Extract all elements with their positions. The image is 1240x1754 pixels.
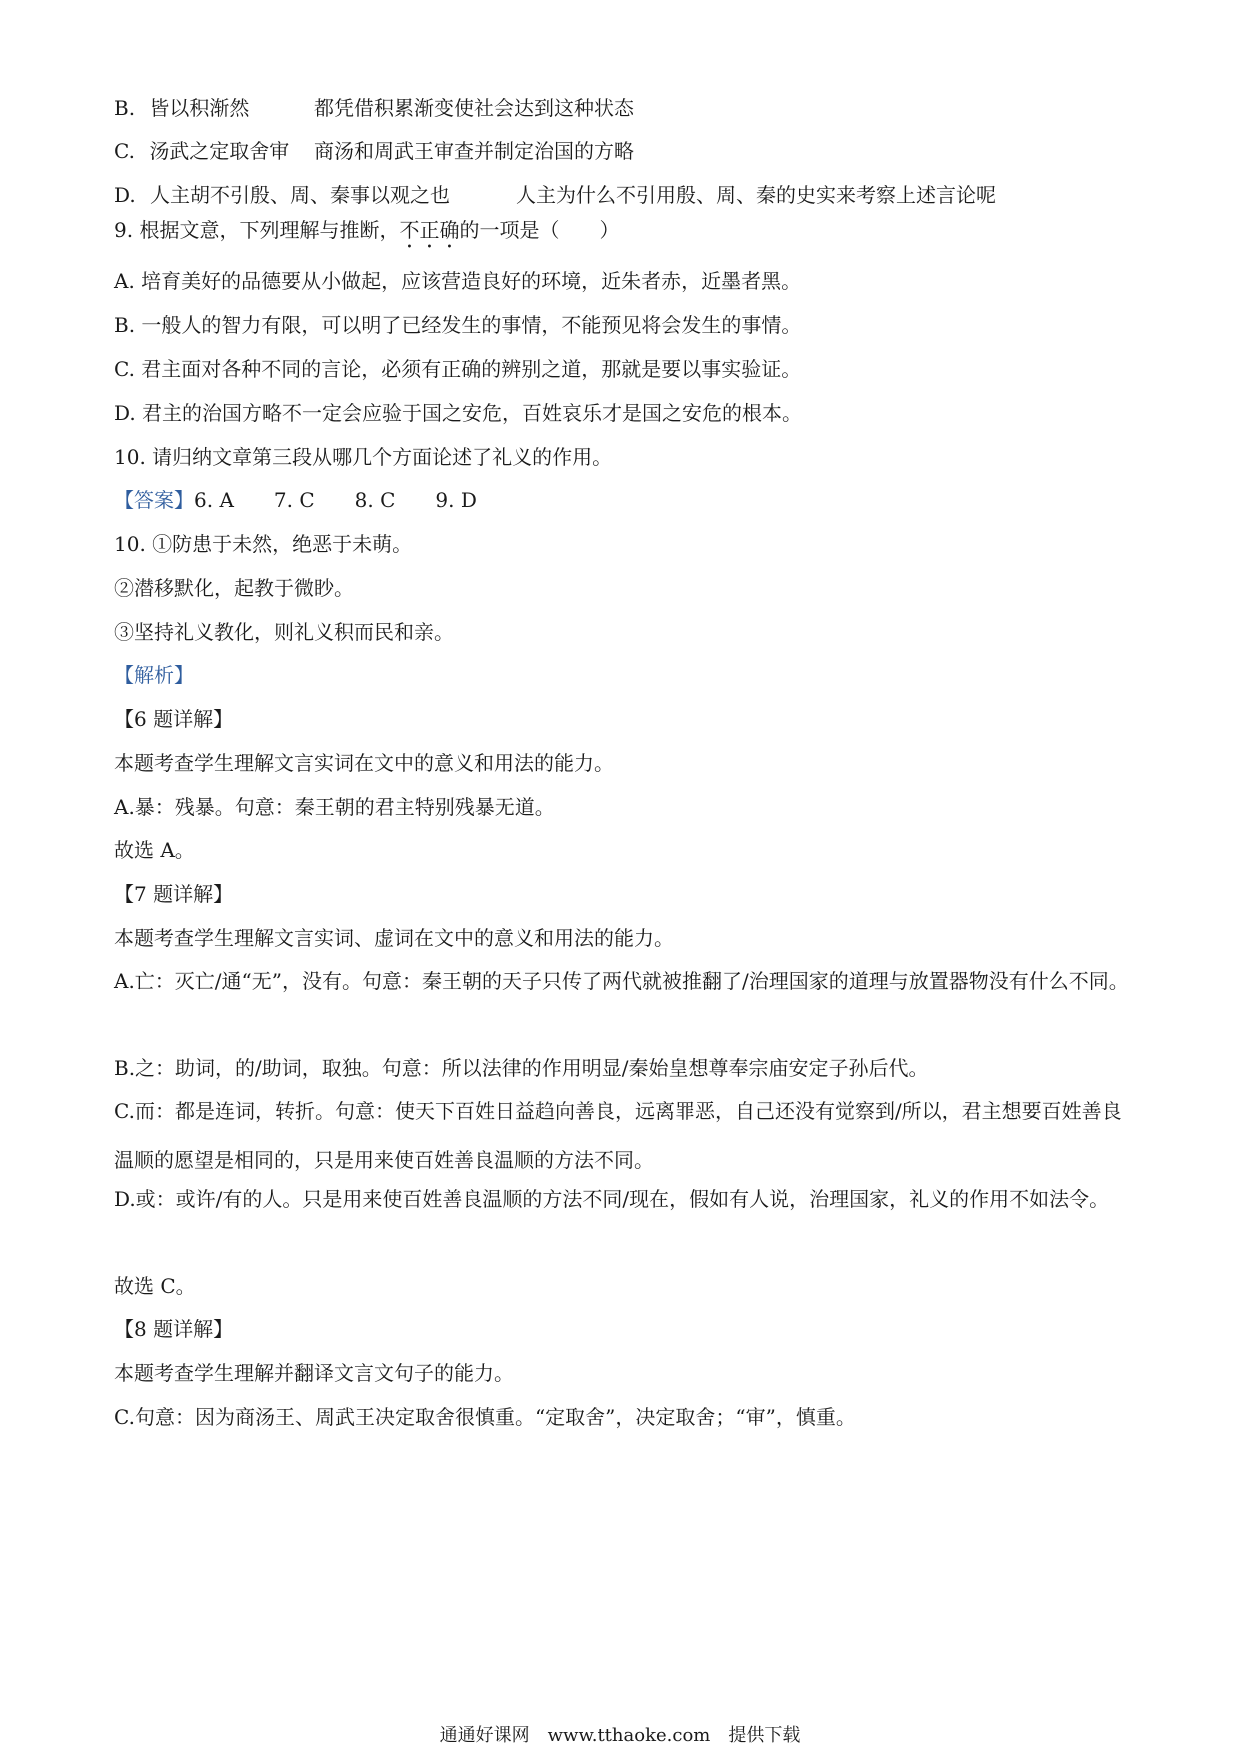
- detail-8-option-c: C.句意：因为商汤王、周武王决定取舍很慎重。“定取舍”，决定取舍；“审”，慎重。: [114, 1405, 856, 1429]
- option-b-translation: 都凭借积累渐变使社会达到这种状态: [314, 96, 634, 120]
- page-footer: 通通好课网 www.tthaoke.com 提供下载: [439, 1725, 801, 1746]
- detail-7-intro: 本题考查学生理解文言实词、虚词在文中的意义和用法的能力。: [114, 926, 674, 950]
- detail-6-heading: 【6 题详解】: [114, 707, 234, 731]
- detail-7-option-d: D.或：或许/有的人。只是用来使百姓善良温顺的方法不同/现在，假如有人说，治理国家，礼义的作用不如法令。: [114, 1187, 1110, 1211]
- detail-7-option-b: B.之：助词，的/助词，取独。句意：所以法律的作用明显/秦始皇想尊奉宗庙安定子孙后代。: [114, 1056, 929, 1080]
- answer-8: 8. C: [354, 488, 396, 512]
- option-d-label: D.: [114, 183, 136, 207]
- question-9-prefix: 9. 根据文意，下列理解与推断，: [114, 218, 400, 242]
- detail-6-intro: 本题考查学生理解文言实词在文中的意义和用法的能力。: [114, 751, 614, 775]
- option-b-row: [114, 93, 1130, 123]
- option-c-row: [114, 136, 1130, 166]
- option-c-phrase: 汤武之定取舍审: [149, 139, 290, 163]
- detail-6-choice: 故选 A。: [114, 838, 195, 862]
- option-d-row: [114, 180, 1130, 210]
- question-9-option-a: A. 培育美好的品德要从小做起，应该营造良好的环境，近朱者赤，近墨者黑。: [114, 269, 802, 293]
- answer-7: 7. C: [273, 488, 315, 512]
- question-9-option-d: D. 君主的治国方略不一定会应验于国之安危，百姓哀乐才是国之安危的根本。: [114, 401, 803, 425]
- analysis-tag: 【解析】: [114, 663, 194, 687]
- question-10: 10. 请归纳文章第三段从哪几个方面论述了礼义的作用。: [114, 445, 613, 469]
- detail-7-heading: 【7 题详解】: [114, 882, 234, 906]
- question-9-emphasis: 不正确: [399, 218, 460, 242]
- detail-7-option-c: C.而：都是连词，转折。句意：使天下百姓日益趋向善良，远离罪恶，自己还没有觉察到/所以，君主想要百姓善良温顺的愿望是相同的，只是用来使百姓善良温顺的方法不同。: [114, 1099, 1122, 1172]
- detail-8-heading: 【8 题详解】: [114, 1317, 234, 1341]
- answer-tag: 【答案】: [114, 488, 194, 512]
- answer-row: [114, 485, 1130, 515]
- option-c-translation: 商汤和周武王审查并制定治国的方略: [314, 139, 634, 163]
- option-d-translation: 人主为什么不引用殷、周、秦的史实来考察上述言论呢: [516, 183, 996, 207]
- answer-9: 9. D: [435, 488, 477, 512]
- detail-7-choice: 故选 C。: [114, 1274, 196, 1298]
- option-b-phrase: 皆以积渐然: [149, 96, 250, 120]
- question-9-option-b: B. 一般人的智力有限，可以明了已经发生的事情，不能预见将会发生的事情。: [114, 313, 802, 337]
- detail-6-option-a: A.暴：残暴。句意：秦王朝的君主特别残暴无道。: [114, 795, 555, 819]
- question-9-suffix: 的一项是（ ）: [459, 218, 620, 242]
- question-9: [114, 215, 1130, 253]
- question-9-option-c: C. 君主面对各种不同的言论，必须有正确的辨别之道，那就是要以事实验证。: [114, 357, 802, 381]
- answer-10-point-1: 10. ①防患于未然，绝恶于未萌。: [114, 532, 413, 556]
- option-c-label: C.: [114, 139, 135, 163]
- detail-8-intro: 本题考查学生理解并翻译文言文句子的能力。: [114, 1361, 514, 1385]
- option-b-label: B.: [114, 96, 136, 120]
- answer-10-point-3: ③坚持礼义教化，则礼义积而民和亲。: [114, 620, 454, 644]
- detail-7-option-a: A.亡：灭亡/通“无”，没有。句意：秦王朝的天子只传了两代就被推翻了/治理国家的道理与放置器物没有什么不同。: [114, 969, 1129, 993]
- answer-6: 6. A: [194, 488, 234, 512]
- option-d-phrase: 人主胡不引殷、周、秦事以观之也: [150, 183, 451, 207]
- answer-10-point-2: ②潜移默化，起教于微眇。: [114, 576, 354, 600]
